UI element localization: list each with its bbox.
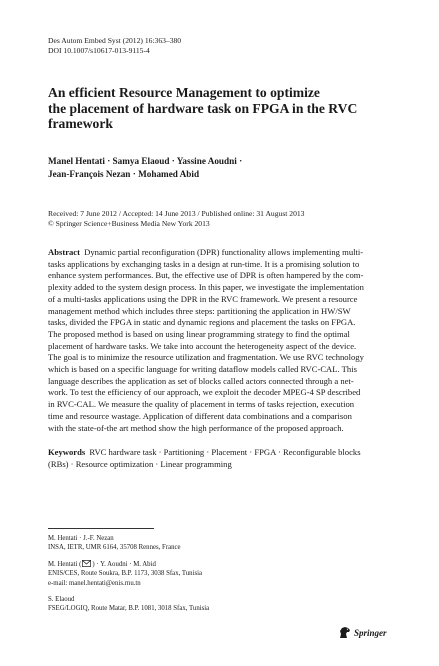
author-list (48, 155, 368, 181)
abstract-heading: Abstract (48, 247, 80, 257)
publication-history: Received: 7 June 2012 / Accepted: 14 June 2013 / Published online: 31 August 2013 (48, 209, 305, 218)
abstract-line: enhance system performances. But, the effective use of DPR is often hampered by the com- (48, 270, 364, 281)
authors-line-2: Jean-François Nezan · Mohamed Abid (48, 169, 200, 179)
abstract-line: of a multi-tasks applications using the DPR in the RVC framework. We present a resource (48, 293, 358, 304)
abstract-line: The goal is to minimize the resource utilization and fragmentation. We use RVC technology (48, 352, 364, 363)
affiliation-address: INSA, IETR, UMR 6164, 35708 Rennes, France (48, 544, 181, 552)
paper-title (48, 85, 378, 132)
abstract-line: tasks applications by exchanging tasks in a design at run-time. It is a promising solution to (48, 258, 360, 269)
affiliation-email: e-mail: manel.hentati@enis.rnu.tn (48, 579, 141, 587)
journal-header (48, 36, 181, 56)
springer-horse-icon (338, 626, 352, 639)
abstract-line: plexity added to the system design process. In this paper, we investigate the implementation (48, 282, 364, 293)
affiliation-names: M. Hentati ( ) · Y. Aoudni · M. Abid (48, 560, 156, 568)
abstract-line: time and resource wastage. Application of different data combinations and a comparison (48, 410, 352, 421)
keywords-section (48, 447, 392, 470)
affiliation-names: M. Hentati · J.-F. Nezan (48, 535, 114, 542)
abstract-line: management method which includes three steps: partitioning the application in HW/SW (48, 305, 351, 316)
email-link[interactable]: manel.hentati@enis.rnu.tn (68, 579, 141, 587)
footnote-divider (48, 528, 154, 529)
affiliation-address: ENIS/CES, Route Soukra, B.P. 1173, 3038 Sfax, Tunisia (48, 570, 203, 578)
affiliation-address: FSEG/LOGIQ, Route Matar, B.P. 1081, 3018 Sfax, Tunisia (48, 605, 210, 613)
abstract-line: work. To test the efficiency of our approach, we exploit the decoder MPEG-4 SP described (48, 387, 361, 398)
title-line-3: framework (48, 116, 113, 132)
abstract-line: which is based on a specific language for writing dataflow models called RVC-CAL. This (48, 364, 357, 375)
journal-citation: Des Autom Embed Syst (2012) 16:363–380 (48, 36, 182, 45)
journal-doi: DOI 10.1007/s10617-013-9115-4 (48, 46, 150, 55)
abstract-line: language describes the application as set of blocks called actors connected through a net- (48, 375, 354, 386)
title-line-1: An efficient Resource Management to optimize (48, 85, 320, 100)
abstract-section (48, 247, 392, 434)
abstract-line: tasks, divided the FPGA in static and dynamic regions and placement the tasks on FPGA. (48, 317, 356, 328)
keywords-line-1: Keywords RVC hardware task · Partitioning · Placement · FPGA · Reconfigurable blocks (48, 447, 361, 457)
affiliation-block-2 (48, 560, 209, 588)
keywords-line-2: (RBs) · Resource optimization · Linear programming (48, 458, 232, 469)
copyright-line: © Springer Science+Business Media New York 2013 (48, 219, 210, 228)
affiliation-block-3 (48, 595, 209, 614)
publisher-name: Springer (354, 627, 387, 638)
affiliations (48, 534, 209, 621)
abstract-line: The proposed method is based on using linear programming strategy to find the optimal (48, 328, 350, 339)
abstract-line: with the state-of-the art method show the high performance of the proposed approach. (48, 422, 344, 433)
publisher-logo (338, 626, 387, 639)
envelope-icon (82, 560, 91, 567)
publication-dates (48, 209, 304, 229)
abstract-line: in RVC-CAL. We measure the quality of placement in terms of tasks rejection, execution (48, 399, 355, 410)
keywords-heading: Keywords (48, 447, 86, 457)
affiliation-block-1 (48, 534, 209, 553)
affiliation-names: S. Elaoud (48, 596, 75, 604)
abstract-line: placement of hardware tasks. We take into account the heterogeneity aspect of the device. (48, 340, 357, 351)
title-line-2: the placement of hardware task on FPGA in the RVC (48, 100, 358, 116)
authors-line-1: Manel Hentati · Samya Elaoud · Yassine Aoudni · (48, 156, 243, 166)
abstract-line: Abstract Dynamic partial reconfiguration (DPR) functionality allows implementing multi- (48, 247, 364, 257)
